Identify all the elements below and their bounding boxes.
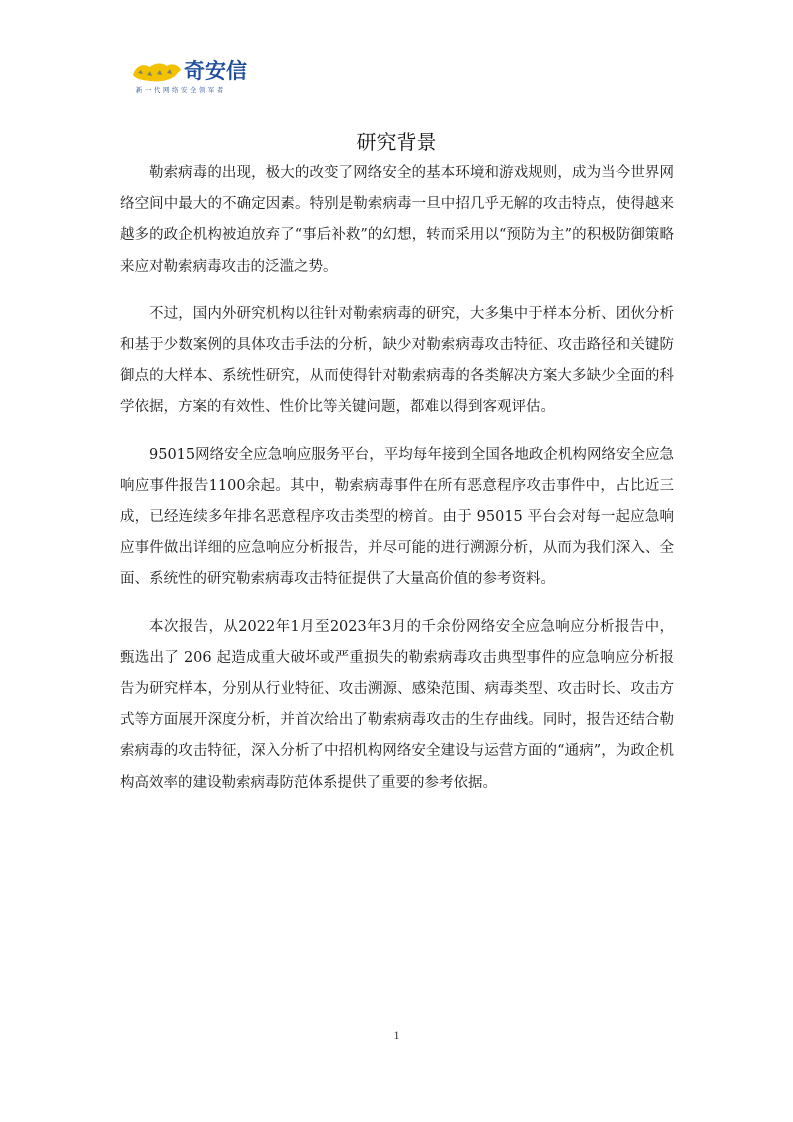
paragraph-3: 95015网络安全应急响应服务平台，平均每年接到全国各地政企机构网络安全应急响应事件报告1100余起。其中，勒索病毒事件在所有恶意程序攻击事件中，占比近三成，已经连续多年排名恶意程序攻击类型的榜首。由于 95015 平台会对每一起应急响应事件做出详细的应急响应分析报告，并尽可能的进行溯源分析，从而为我们深入、全面、系统性的研究勒索病毒攻击特征提供了大量高价值的参考资料。	[120, 446, 674, 588]
page-title: 研究背景	[356, 130, 437, 154]
document-body	[120, 158, 674, 815]
paragraph-1: 勒索病毒的出现，极大的改变了网络安全的基本环境和游戏规则，成为当今世界网络空间中最大的不确定因素。特别是勒索病毒一旦中招几乎无解的攻击特点，使得越来越多的政企机构被迫放弃了“事后补救”的幻想，转而采用以“预防为主”的积极防御策略来应对勒索病毒攻击的泛滥之势。	[120, 165, 674, 275]
company-logo	[132, 57, 262, 97]
brand-emblem-icon	[132, 61, 182, 83]
paragraph-2: 不过，国内外研究机构以往针对勒索病毒的研究，大多集中于样本分析、团伙分析和基于少数案例的具体攻击手法的分析，缺少对勒索病毒攻击特征、攻击路径和关键防御点的大样本、系统性研究，从而使得针对勒索病毒的各类解决方案大多缺少全面的科学依据，方案的有效性、性价比等关键问题，都难以得到客观评估。	[120, 305, 674, 416]
page-number: 1	[393, 1028, 400, 1042]
paragraph-4: 本次报告，从2022年1月至2023年3月的千余份网络安全应急响应分析报告中，甄选出了 206 起造成重大破坏或严重损失的勒索病毒攻击典型事件的应急响应分析报告为研究样本，分别从行业特征、攻击溯源、感染范围、病毒类型、攻击时长、攻击方式等方面展开深度分析，并首次给出了勒索病毒攻击的生存曲线。同时，报告还结合勒索病毒的攻击特征，深入分析了中招机构网络安全建设与运营方面的“通病”，为政企机构高效率的建设勒索病毒防范体系提供了重要的参考依据。	[120, 618, 674, 791]
logo-name: 奇安信	[184, 59, 247, 83]
logo-tagline: 新一代网络安全领军者	[136, 86, 226, 94]
